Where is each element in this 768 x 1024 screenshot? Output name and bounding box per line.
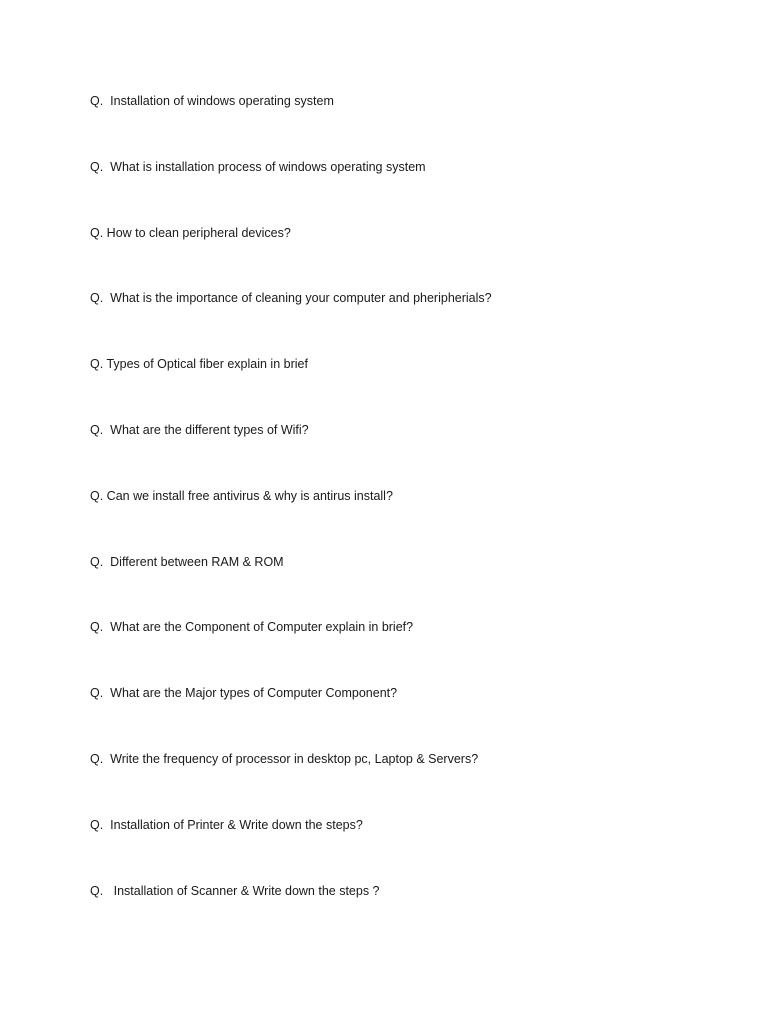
question-item: Q. Installation of Scanner & Write down the steps ? [90, 883, 380, 898]
question-item: Q. Installation of Printer & Write down the steps? [90, 817, 363, 832]
question-item: Q. Installation of windows operating system [90, 94, 334, 108]
question-item: Q. What is installation process of windows operating system [90, 159, 426, 174]
question-item: Q. What are the different types of Wifi? [90, 422, 309, 437]
question-item: Q. Can we install free antivirus & why is antirus install? [90, 488, 393, 503]
question-item: Q. What are the Component of Computer explain in brief? [90, 620, 414, 635]
question-item: Q. Types of Optical fiber explain in brief [90, 357, 308, 372]
question-item: Q. What is the importance of cleaning your computer and pheripherials? [90, 291, 492, 306]
question-item: Q. Different between RAM & ROM [90, 554, 284, 569]
question-item: Q. What are the Major types of Computer Component? [90, 686, 398, 701]
question-item: Q. How to clean peripheral devices? [90, 225, 291, 240]
question-list [90, 93, 730, 948]
question-item: Q. Write the frequency of processor in desktop pc, Laptop & Servers? [90, 751, 479, 766]
